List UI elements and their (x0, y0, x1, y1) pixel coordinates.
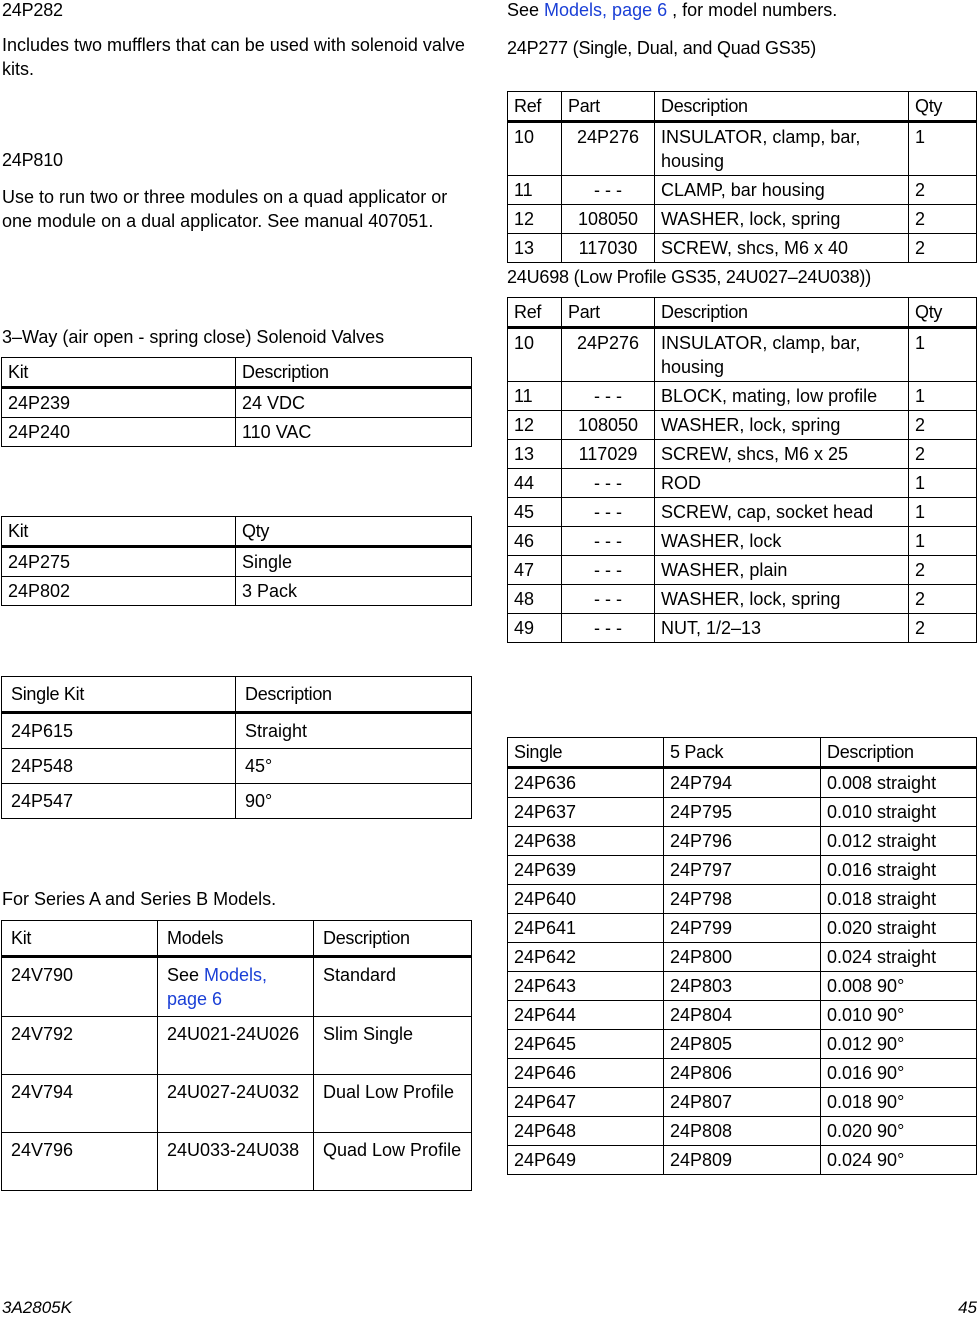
table-row (2, 418, 472, 447)
cell: 24P809 (664, 1146, 821, 1175)
cell: NUT, 1/2–13 (655, 614, 909, 643)
col-header: Qty (909, 92, 977, 122)
models-prefix: See (167, 965, 205, 985)
cell: 0.008 straight (821, 768, 977, 798)
table-row (508, 798, 977, 827)
table-row (508, 1059, 977, 1088)
cell: 24P804 (664, 1001, 821, 1030)
col-header: Kit (2, 517, 236, 547)
table-row (508, 556, 977, 585)
col-header: Kit (2, 921, 158, 957)
heading-24p810: 24P810 (2, 150, 63, 170)
see-suffix: , for model numbers. (667, 0, 838, 20)
col-header: Models (158, 921, 314, 957)
table-row (508, 943, 977, 972)
cell: 24P276 (562, 122, 655, 176)
cell: 48 (508, 585, 562, 614)
table-row (508, 176, 977, 205)
table-row (508, 1001, 977, 1030)
cell: 13 (508, 440, 562, 469)
cell: 2 (909, 411, 977, 440)
cell: 1 (909, 122, 977, 176)
nozzle-table (507, 737, 977, 1175)
cell: WASHER, plain (655, 556, 909, 585)
col-header: Description (655, 92, 909, 122)
col-header: Part (562, 92, 655, 122)
cell: 24P637 (508, 798, 664, 827)
table-row (508, 205, 977, 234)
solenoid-table (1, 357, 472, 447)
cell: 2 (909, 556, 977, 585)
cell: - - - (562, 585, 655, 614)
cell: 2 (909, 234, 977, 263)
cell: 2 (909, 176, 977, 205)
table-row (508, 234, 977, 263)
cell: 49 (508, 614, 562, 643)
cell: 1 (909, 527, 977, 556)
text-24p282: Includes two mufflers that can be used with solenoid valve kits. (2, 35, 465, 79)
cell: 24P794 (664, 768, 821, 798)
models-link[interactable]: Models, page 6 (544, 0, 668, 20)
table-row (508, 1146, 977, 1175)
cell: 46 (508, 527, 562, 556)
table-row (2, 1075, 472, 1133)
cell: 47 (508, 556, 562, 585)
cell: 24P648 (508, 1117, 664, 1146)
table-row (508, 885, 977, 914)
cell: 24P795 (664, 798, 821, 827)
cell: 24P639 (508, 856, 664, 885)
cell: 24P638 (508, 827, 664, 856)
table-row (2, 784, 472, 819)
table-row (508, 768, 977, 798)
cell: 10 (508, 122, 562, 176)
cell: 24P644 (508, 1001, 664, 1030)
cell: 0.012 90° (821, 1030, 977, 1059)
cell: 13 (508, 234, 562, 263)
table-row (508, 527, 977, 556)
cell: 24P643 (508, 972, 664, 1001)
cell: 0.008 90° (821, 972, 977, 1001)
cell: 2 (909, 614, 977, 643)
cell: - - - (562, 614, 655, 643)
cell: WASHER, lock (655, 527, 909, 556)
cell: 24P799 (664, 914, 821, 943)
cell: 1 (909, 382, 977, 411)
table-row (508, 498, 977, 527)
col-header: Ref (508, 92, 562, 122)
cell: 0.016 straight (821, 856, 977, 885)
cell: 24P642 (508, 943, 664, 972)
cell: 0.024 straight (821, 943, 977, 972)
col-header: Single Kit (2, 677, 236, 713)
qty-table (1, 516, 472, 606)
cell: 3 Pack (236, 577, 472, 606)
cell: 44 (508, 469, 562, 498)
cell: 117030 (562, 234, 655, 263)
col-header: Single (508, 738, 664, 768)
cell: 12 (508, 411, 562, 440)
cell: 0.018 straight (821, 885, 977, 914)
single-kit-table (1, 676, 472, 819)
cell: 24P645 (508, 1030, 664, 1059)
table-row (508, 827, 977, 856)
series-title: For Series A and Series B Models. (2, 889, 277, 909)
cell: 24P547 (2, 784, 236, 819)
table-row (508, 469, 977, 498)
cell: 24P640 (508, 885, 664, 914)
col-header: Description (236, 358, 472, 388)
cell: 24V794 (2, 1075, 158, 1133)
table-row (2, 713, 472, 749)
cell: 24P636 (508, 768, 664, 798)
table-row (508, 856, 977, 885)
cell: 24U021-24U026 (158, 1017, 314, 1075)
series-kit-table (1, 920, 472, 1191)
cell: - - - (562, 498, 655, 527)
cell: 0.016 90° (821, 1059, 977, 1088)
cell: INSULATOR, clamp, bar, housing (655, 328, 909, 382)
col-header: Description (821, 738, 977, 768)
cell: 24P808 (664, 1117, 821, 1146)
table-row (508, 585, 977, 614)
cell: 24P276 (562, 328, 655, 382)
table-row (2, 1133, 472, 1191)
cell: 11 (508, 382, 562, 411)
table-row (508, 1030, 977, 1059)
cell: Standard (314, 957, 472, 1017)
see-prefix: See (507, 0, 545, 20)
lowprofile-title: 24U698 (Low Profile GS35, 24U027–24U038)) (507, 267, 872, 287)
cell: Quad Low Profile (314, 1133, 472, 1191)
lowprofile-table (507, 297, 977, 643)
cell: 90° (236, 784, 472, 819)
cell: 45° (236, 749, 472, 784)
cell: 24P548 (2, 749, 236, 784)
cell: 10 (508, 328, 562, 382)
col-header: Qty (909, 298, 977, 328)
table-row (2, 1017, 472, 1075)
cell: 110 VAC (236, 418, 472, 447)
cell: 0.010 straight (821, 798, 977, 827)
table-row (508, 382, 977, 411)
table-row (508, 1088, 977, 1117)
cell: 24U033-24U038 (158, 1133, 314, 1191)
col-header: Kit (2, 358, 236, 388)
cell: 0.012 straight (821, 827, 977, 856)
cell: 24P796 (664, 827, 821, 856)
cell: 12 (508, 205, 562, 234)
models-link[interactable]: Models, page 6 (167, 965, 268, 1009)
cell: 0.024 90° (821, 1146, 977, 1175)
cell: 24P646 (508, 1059, 664, 1088)
cell: 24P797 (664, 856, 821, 885)
cell: CLAMP, bar housing (655, 176, 909, 205)
cell: Straight (236, 713, 472, 749)
cell: 0.018 90° (821, 1088, 977, 1117)
cell: 45 (508, 498, 562, 527)
doc-id: 3A2805K (2, 1298, 72, 1317)
cell: 117029 (562, 440, 655, 469)
cell: 24V790 (2, 957, 158, 1017)
col-header: Part (562, 298, 655, 328)
table-row (508, 1117, 977, 1146)
col-header: Qty (236, 517, 472, 547)
cell: - - - (562, 556, 655, 585)
cell: 24 VDC (236, 388, 472, 418)
cell: 1 (909, 328, 977, 382)
cell: SCREW, cap, socket head (655, 498, 909, 527)
gs35-title: 24P277 (Single, Dual, and Quad GS35) (507, 38, 817, 58)
cell: 24P615 (2, 713, 236, 749)
cell: Dual Low Profile (314, 1075, 472, 1133)
cell: 24P800 (664, 943, 821, 972)
cell: 24V796 (2, 1133, 158, 1191)
cell: WASHER, lock, spring (655, 585, 909, 614)
cell: 24P239 (2, 388, 236, 418)
cell: 1 (909, 469, 977, 498)
col-header: Ref (508, 298, 562, 328)
cell: - - - (562, 469, 655, 498)
table-row (2, 547, 472, 577)
col-header: Description (655, 298, 909, 328)
table-row (2, 957, 472, 1017)
table-row (2, 388, 472, 418)
cell: 2 (909, 585, 977, 614)
col-header: Description (314, 921, 472, 957)
cell: WASHER, lock, spring (655, 411, 909, 440)
cell: SCREW, shcs, M6 x 25 (655, 440, 909, 469)
cell: 24U027-24U032 (158, 1075, 314, 1133)
cell: 24P803 (664, 972, 821, 1001)
cell: 108050 (562, 411, 655, 440)
cell: 1 (909, 498, 977, 527)
cell: ROD (655, 469, 909, 498)
cell: Slim Single (314, 1017, 472, 1075)
col-header: 5 Pack (664, 738, 821, 768)
cell: WASHER, lock, spring (655, 205, 909, 234)
table-row (508, 328, 977, 382)
heading-24p282: 24P282 (2, 0, 63, 20)
cell: 24P275 (2, 547, 236, 577)
cell: 24P802 (2, 577, 236, 606)
cell: 24P806 (664, 1059, 821, 1088)
cell (158, 957, 314, 1017)
table-row (508, 122, 977, 176)
see-models-note (507, 0, 837, 21)
cell: 2 (909, 205, 977, 234)
cell: BLOCK, mating, low profile (655, 382, 909, 411)
cell: SCREW, shcs, M6 x 40 (655, 234, 909, 263)
cell: 24P805 (664, 1030, 821, 1059)
col-header: Description (236, 677, 472, 713)
cell: 24P798 (664, 885, 821, 914)
cell: 0.020 90° (821, 1117, 977, 1146)
cell: 24P641 (508, 914, 664, 943)
cell: 24V792 (2, 1017, 158, 1075)
text-24p810: Use to run two or three modules on a quad applicator or one module on a dual applicator. See manual 407051. (2, 187, 448, 231)
cell: 11 (508, 176, 562, 205)
table-row (508, 972, 977, 1001)
table-row (508, 411, 977, 440)
cell: 24P807 (664, 1088, 821, 1117)
cell: INSULATOR, clamp, bar, housing (655, 122, 909, 176)
cell: 0.010 90° (821, 1001, 977, 1030)
cell: - - - (562, 176, 655, 205)
solenoid-title: 3–Way (air open - spring close) Solenoid Valves (2, 327, 385, 347)
cell: 108050 (562, 205, 655, 234)
cell: - - - (562, 527, 655, 556)
page-number: 45 (958, 1298, 977, 1317)
cell: 24P649 (508, 1146, 664, 1175)
cell: 24P647 (508, 1088, 664, 1117)
table-row (508, 440, 977, 469)
table-row (2, 749, 472, 784)
cell: - - - (562, 382, 655, 411)
cell: 24P240 (2, 418, 236, 447)
table-row (508, 614, 977, 643)
gs35-table (507, 91, 977, 263)
cell: Single (236, 547, 472, 577)
table-row (2, 577, 472, 606)
cell: 0.020 straight (821, 914, 977, 943)
cell: 2 (909, 440, 977, 469)
table-row (508, 914, 977, 943)
